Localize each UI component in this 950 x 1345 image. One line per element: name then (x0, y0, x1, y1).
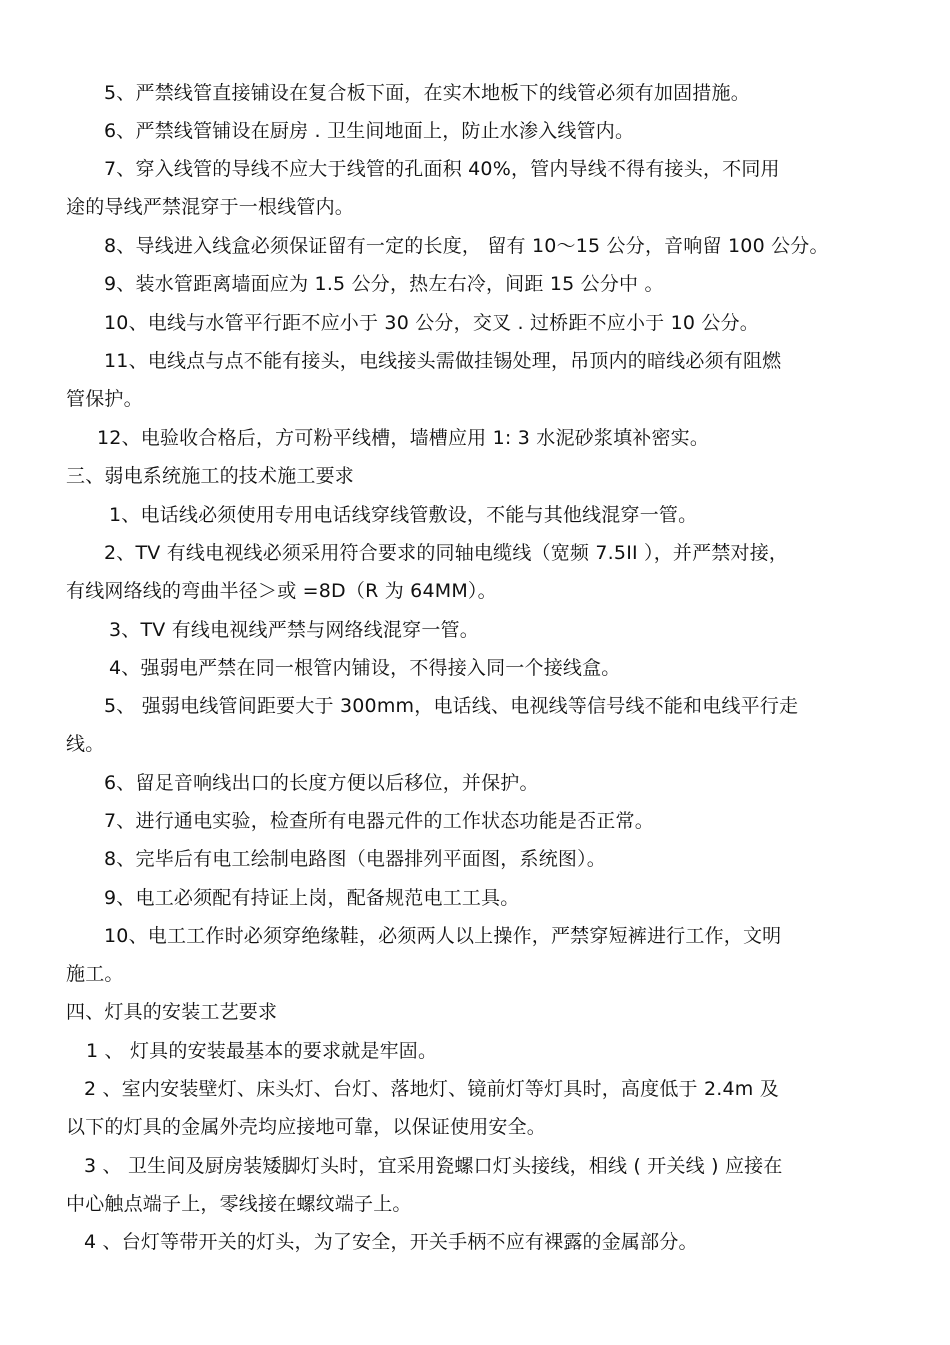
text-line: 8、完毕后有电工绘制电路图（电器排列平面图，系统图）。 (104, 848, 606, 870)
text-line: 1 、 灯具的安装最基本的要求就是牢固。 (86, 1040, 438, 1062)
text-line: 有线网络线的弯曲半径＞或 =8D（R 为 64MM）。 (66, 580, 497, 602)
text-line: 6、严禁线管铺设在厨房 . 卫生间地面上，防止水渗入线管内。 (104, 120, 635, 142)
text-line: 6、留足音响线出口的长度方便以后移位，并保护。 (104, 772, 539, 794)
text-line: 3 、 卫生间及厨房装矮脚灯头时，宜采用瓷螺口灯头接线，相线 ( 开关线 ) 应接在 (84, 1155, 783, 1177)
text-line: 3、TV 有线电视线严禁与网络线混穿一管。 (109, 619, 479, 641)
text-line: 8、导线进入线盒必须保证留有一定的长度， 留有 10～15 公分，音响留 100 公分。 (104, 235, 829, 257)
text-line: 以下的灯具的金属外壳均应接地可靠，以保证使用安全。 (66, 1116, 547, 1138)
text-line: 管保护。 (66, 388, 143, 410)
text-line: 7、穿入线管的导线不应大于线管的孔面积 40%，管内导线不得有接头，不同用 (104, 158, 780, 180)
section-heading: 三、弱电系统施工的技术施工要求 (66, 465, 355, 487)
text-line: 5、 强弱电线管间距要大于 300mm，电话线、电视线等信号线不能和电线平行走 (104, 695, 799, 717)
text-line: 9、电工必须配有持证上岗，配备规范电工工具。 (104, 887, 520, 909)
text-line: 2、TV 有线电视线必须采用符合要求的同轴电缆线（宽频 7.5II ），并严禁对接， (104, 542, 789, 564)
text-line: 线。 (66, 733, 105, 755)
text-line: 11、电线点与点不能有接头，电线接头需做挂锡处理，吊顶内的暗线必须有阻燃 (104, 350, 782, 372)
section-heading: 四、灯具的安装工艺要求 (66, 1001, 278, 1023)
text-line: 4、强弱电严禁在同一根管内铺设，不得接入同一个接线盒。 (109, 657, 621, 679)
text-line: 4 、台灯等带开关的灯头，为了安全，开关手柄不应有裸露的金属部分。 (84, 1231, 698, 1253)
text-line: 施工。 (66, 963, 124, 985)
text-line: 9、装水管距离墙面应为 1.5 公分，热左右冷，间距 15 公分中 。 (104, 273, 664, 295)
text-line: 10、电线与水管平行距不应小于 30 公分，交叉 . 过桥距不应小于 10 公分。 (104, 312, 760, 334)
text-line: 7、进行通电实验，检查所有电器元件的工作状态功能是否正常。 (104, 810, 654, 832)
text-line: 12、电验收合格后，方可粉平线槽，墙槽应用 1: 3 水泥砂浆填补密实。 (97, 427, 710, 449)
text-line: 中心触点端子上，零线接在螺纹端子上。 (66, 1193, 412, 1215)
text-line: 2 、室内安装壁灯、床头灯、台灯、落地灯、镜前灯等灯具时，高度低于 2.4m 及 (84, 1078, 779, 1100)
text-line: 10、电工工作时必须穿绝缘鞋，必须两人以上操作，严禁穿短裤进行工作，文明 (104, 925, 782, 947)
text-line: 途的导线严禁混穿于一根线管内。 (66, 196, 355, 218)
text-line: 5、严禁线管直接铺设在复合板下面，在实木地板下的线管必须有加固措施。 (104, 82, 750, 104)
text-line: 1、电话线必须使用专用电话线穿线管敷设，不能与其他线混穿一管。 (109, 504, 698, 526)
